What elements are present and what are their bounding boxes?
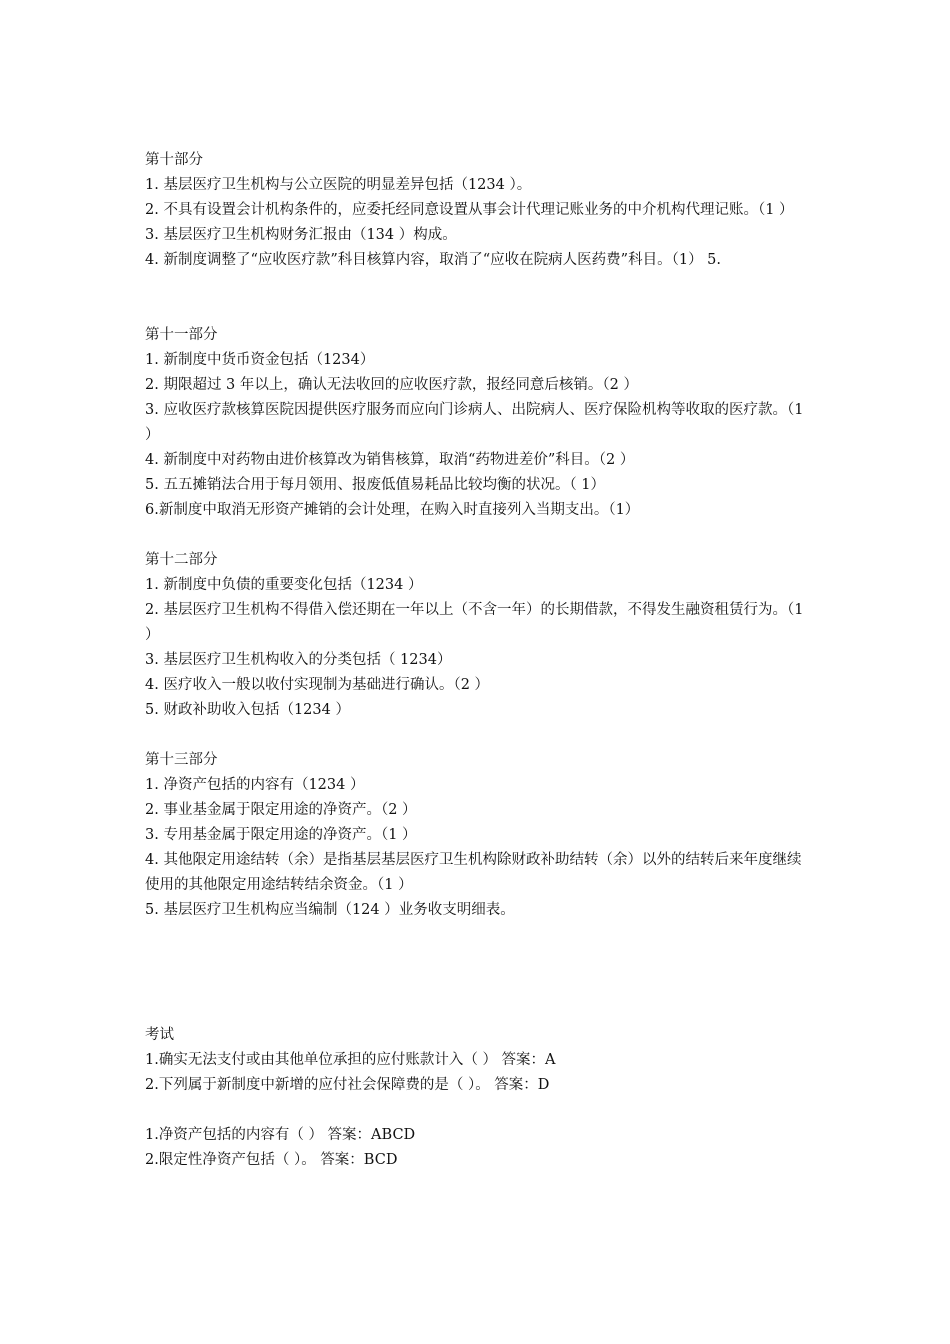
exam-question: 2.下列属于新制度中新增的应付社会保障费的是（ ）。 答案：D	[145, 1077, 550, 1093]
spacer	[145, 523, 815, 548]
section-title: 考试	[145, 1027, 174, 1043]
question-item: 1. 净资产包括的内容有（1234 ）	[145, 777, 365, 793]
exam-question: 1.净资产包括的内容有（ ） 答案：ABCD	[145, 1127, 416, 1143]
section-title: 第十部分	[145, 152, 203, 168]
exam-section	[145, 1023, 815, 1173]
spacer	[145, 723, 815, 748]
question-item: 4. 医疗收入一般以收付实现制为基础进行确认。（2 ）	[145, 677, 490, 693]
question-item: 2. 不具有设置会计机构条件的，应委托经同意设置从事会计代理记账业务的中介机构代理记账。（1 ）	[145, 202, 794, 218]
spacer	[145, 273, 815, 323]
spacer	[145, 923, 815, 1023]
question-item: 2. 事业基金属于限定用途的净资产。（2 ）	[145, 802, 417, 818]
section-12	[145, 548, 815, 723]
section-11	[145, 323, 815, 523]
question-item: 5. 五五摊销法合用于每月领用、报废低值易耗品比较均衡的状况。（ 1）	[145, 477, 606, 493]
question-item: 2. 期限超过 3 年以上，确认无法收回的应收医疗款，报经同意后核销。（2 ）	[145, 377, 638, 393]
question-item: 4. 其他限定用途结转（余）是指基层基层医疗卫生机构除财政补助结转（余）以外的结转后来年度继续使用的其他限定用途结转结余资金。（1 ）	[145, 852, 802, 893]
question-item: 4. 新制度中对药物由进价核算改为销售核算，取消“药物进差价”科目。（2 ）	[145, 452, 635, 468]
question-item: 3. 应收医疗款核算医院因提供医疗服务而应向门诊病人、出院病人、医疗保险机构等收取的医疗款。（1 ）	[145, 402, 804, 443]
spacer	[145, 1098, 815, 1123]
question-item: 3. 基层医疗卫生机构收入的分类包括（ 1234）	[145, 652, 452, 668]
question-item: 3. 基层医疗卫生机构财务汇报由（134 ）构成。	[145, 227, 457, 243]
exam-question: 1.确实无法支付或由其他单位承担的应付账款计入（ ） 答案：A	[145, 1052, 556, 1068]
question-item: 5. 基层医疗卫生机构应当编制（124 ）业务收支明细表。	[145, 902, 515, 918]
question-item: 5. 财政补助收入包括（1234 ）	[145, 702, 350, 718]
section-title: 第十三部分	[145, 752, 218, 768]
question-item: 4. 新制度调整了“应收医疗款”科目核算内容，取消了“应收在院病人医药费”科目。（1） 5.	[145, 252, 722, 268]
question-item: 6.新制度中取消无形资产摊销的会计处理，在购入时直接列入当期支出。（1）	[145, 502, 640, 518]
section-title: 第十一部分	[145, 327, 218, 343]
question-item: 1. 新制度中货币资金包括（1234）	[145, 352, 375, 368]
question-item: 1. 新制度中负债的重要变化包括（1234 ）	[145, 577, 423, 593]
section-10	[145, 148, 815, 273]
section-title: 第十二部分	[145, 552, 218, 568]
section-13	[145, 748, 815, 923]
question-item: 3. 专用基金属于限定用途的净资产。（1 ）	[145, 827, 417, 843]
exam-question: 2.限定性净资产包括（ ）。 答案：BCD	[145, 1152, 398, 1168]
question-item: 2. 基层医疗卫生机构不得借入偿还期在一年以上（不含一年）的长期借款，不得发生融资租赁行为。（1 ）	[145, 602, 804, 643]
document-body	[145, 148, 815, 1173]
question-item: 1. 基层医疗卫生机构与公立医院的明显差异包括（1234 ）。	[145, 177, 532, 193]
